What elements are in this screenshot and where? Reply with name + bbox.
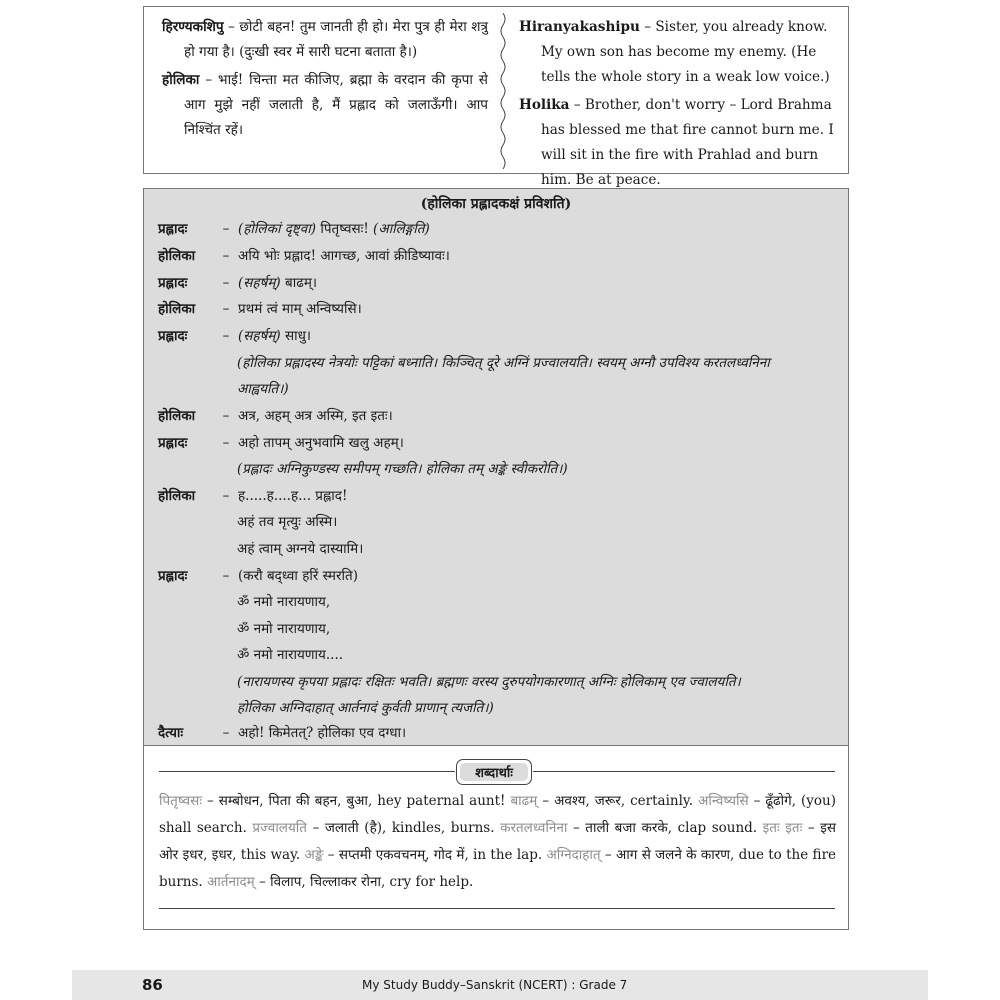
- glossary-word: बाढम्: [510, 793, 538, 809]
- page-footer: [72, 970, 928, 1000]
- dialogue-text: Sister, you already know. My own son has become my enemy. (He tells the whole story in a weak low voice.): [541, 19, 830, 85]
- speaker-name: होलिका: [162, 72, 200, 88]
- speaker-name: होलिका: [158, 488, 196, 504]
- dash: –: [222, 301, 230, 317]
- dialogue-entry: Holika – Brother, don't worry – Lord Brahma has blessed me that fire cannot burn me. I will sit in the fire with Prahlad and burn him. Be at peace.: [519, 97, 834, 188]
- line-text: अहो तापम् अनुभवामि खलु अहम्।: [238, 435, 404, 451]
- speaker-name: Hiranyakashipu: [519, 19, 640, 35]
- dash: –: [222, 275, 230, 291]
- glossary-meaning: – अवश्य, जरूर, certainly.: [537, 793, 699, 809]
- glossary-word: अग्निदाहात्: [546, 847, 601, 863]
- line-text: अयि भोः प्रह्लाद! आगच्छ, आवां क्रीडिष्यावः।: [238, 248, 450, 264]
- play-line: [158, 246, 450, 266]
- dash: –: [222, 725, 230, 741]
- stage-direction: (सहर्षम्): [238, 328, 281, 344]
- scene-heading: (होलिका प्रह्लादकक्षं प्रविशति): [420, 196, 572, 212]
- line-text: अत्र, अहम् अत्र अस्मि, इत इतः।: [238, 408, 393, 424]
- dash: –: [222, 328, 230, 344]
- glossary-meaning: – आग से जलने के कारण, due to the fire burns.: [159, 847, 837, 890]
- stage-direction: (प्रह्लादः अग्निकुण्डस्य समीपम् गच्छति। होलिका तम् अङ्के स्वीकरोति।): [237, 461, 568, 477]
- sanskrit-play-box: [143, 188, 849, 746]
- dialogue-entry: हिरण्यकशिपु – छोटी बहन! तुम जानती ही हो। मेरा पुत्र ही मेरा शत्रु हो गया है। (दुःखी स्वर में सारी घटना बताता है।): [162, 19, 488, 60]
- speaker-name: होलिका: [158, 408, 196, 424]
- glossary-meaning: – इस ओर इधर, इधर, this way.: [159, 820, 836, 863]
- dash: –: [222, 248, 230, 264]
- stage-direction: आह्वयति।): [237, 381, 289, 397]
- dash: –: [222, 435, 230, 451]
- wavy-divider: [497, 13, 509, 169]
- dash: –: [222, 568, 230, 584]
- speaker-name: होलिका: [158, 301, 196, 317]
- glossary-word: अन्विष्यसि: [698, 793, 749, 809]
- dialogue-text: भाई! चिन्ता मत कीजिए, ब्रह्मा के वरदान की कृपा से आग मुझे नहीं जलाती है, मैं प्रह्लाद को जलाऊँगी। आप निश्चिंत रहें।: [184, 72, 488, 138]
- glossary-word: आर्तनादम्: [207, 874, 255, 890]
- dialogue-entry: होलिका – भाई! चिन्ता मत कीजिए, ब्रह्मा के वरदान की कृपा से आग मुझे नहीं जलाती है, मैं प्रह्लाद को जलाऊँगी। आप निश्चिंत रहें।: [162, 72, 488, 138]
- stage-direction: (आलिङ्गति): [373, 221, 430, 237]
- dash: –: [222, 221, 230, 237]
- dialogue-box: [143, 6, 849, 188]
- glossary-meaning: – सप्तमी एकवचनम्, गोद में, in the lap.: [323, 847, 547, 863]
- hindi-dialogue-column: [162, 15, 488, 146]
- speaker-name: Holika: [519, 97, 570, 113]
- dash: –: [222, 408, 230, 424]
- speaker-name: दैत्याः: [158, 725, 184, 741]
- speaker-name: हिरण्यकशिपु: [162, 19, 224, 35]
- dialogue-text: छोटी बहन! तुम जानती ही हो। मेरा पुत्र ही मेरा शत्रु हो गया है। (दुःखी स्वर में सारी घटना बताता है।): [184, 19, 488, 60]
- glossary-meaning: – सम्बोधन, पिता की बहन, बुआ, hey paternal aunt!: [201, 793, 511, 809]
- stage-direction: (सहर्षम्): [238, 275, 281, 291]
- speaker-name: प्रह्लादः: [158, 275, 188, 291]
- glossary-word: इतः इतः: [762, 820, 803, 836]
- dialogue-entry: Hiranyakashipu – Sister, you already know. My own son has become my enemy. (He tells the whole story in a weak low voice.): [519, 19, 830, 85]
- glossary-word: पितृष्वसः: [159, 793, 202, 809]
- book-title: My Study Buddy–Sanskrit (NCERT) : Grade 7: [362, 978, 628, 992]
- divider: [533, 771, 835, 772]
- glossary-heading: शब्दार्थाः: [460, 763, 528, 781]
- stage-direction: (नारायणस्य कृपया प्रह्लादः रक्षितः भवति। ब्रह्मणः वरस्य दुरुपयोगकारणात् अग्निः होलिकाम् एव ज्वालयति।: [237, 674, 741, 690]
- glossary-meaning: – जलाती (है), kindles, burns.: [307, 820, 501, 836]
- glossary-meaning: – ताली बजा करके, clap sound.: [567, 820, 763, 836]
- play-line: प्रह्लादः – (होलिकां दृष्ट्वा) पितृष्वसः! (आलिङ्गति): [158, 221, 430, 237]
- chant-line: ॐ नमो नारायणाय....: [237, 647, 344, 663]
- glossary-text: [159, 788, 836, 896]
- line-text: अहो! किमेतत्? होलिका एव दग्धा।: [238, 725, 407, 741]
- speaker-name: होलिका: [158, 248, 196, 264]
- dialogue-text: Brother, don't worry – Lord Brahma has blessed me that fire cannot burn me. I will sit in the fire with Prahlad and burn him. Be at peace.: [541, 97, 834, 188]
- line-text: ह.....ह....ह... प्रह्लाद!: [238, 488, 348, 504]
- english-dialogue-column: [519, 15, 834, 196]
- dash: –: [222, 488, 230, 504]
- play-line: [158, 299, 362, 319]
- speaker-name: प्रह्लादः: [158, 328, 188, 344]
- play-line: प्रह्लादः – (सहर्षम्) बाढम्।: [158, 275, 318, 291]
- play-line: [158, 566, 358, 586]
- play-line: [158, 486, 347, 506]
- page-number: 86: [142, 976, 163, 994]
- speaker-name: प्रह्लादः: [158, 435, 188, 451]
- stage-direction: (होलिकां दृष्ट्वा): [238, 221, 317, 237]
- glossary-word: अङ्के: [304, 847, 324, 863]
- chant-line: ॐ नमो नारायणाय,: [237, 621, 331, 637]
- stage-direction: (होलिका प्रह्लादस्य नेत्रयोः पट्टिकां बध्नाति। किञ्चित् दूरे अग्निं प्रज्वालयति। स्वयम् अग्नौ उपविश्य करतलध्वनिना: [237, 355, 770, 371]
- glossary-box: [143, 745, 849, 930]
- glossary-word: प्रज्वालयति: [252, 820, 307, 836]
- glossary-meaning: – ढूँढोगे, (you) shall search.: [159, 793, 837, 836]
- glossary-meaning: – विलाप, चिल्लाकर रोना, cry for help.: [254, 874, 474, 890]
- glossary-heading-badge: [456, 759, 532, 785]
- glossary-word: करतलध्वनिना: [500, 820, 568, 836]
- speaker-name: प्रह्लादः: [158, 221, 188, 237]
- play-line: प्रह्लादः – (सहर्षम्) साधु।: [158, 328, 312, 344]
- speaker-name: प्रह्लादः: [158, 568, 188, 584]
- line-text: (करौ बद्ध्वा हरिं स्मरति): [238, 568, 358, 584]
- divider: [159, 908, 835, 909]
- play-line: [158, 723, 406, 743]
- divider: [159, 771, 455, 772]
- stage-direction: होलिका अग्निदाहात् आर्तनादं कुर्वती प्राणान् त्यजति।): [237, 700, 494, 716]
- line-text: प्रथमं त्वं माम् अन्विष्यसि।: [238, 301, 362, 317]
- line-text: अहं तव मृत्युः अस्मि।: [237, 514, 338, 530]
- chant-line: ॐ नमो नारायणाय,: [237, 594, 331, 610]
- line-text: अहं त्वाम् अग्नये दास्यामि।: [237, 541, 364, 557]
- play-line: [158, 406, 393, 426]
- play-line: [158, 433, 404, 453]
